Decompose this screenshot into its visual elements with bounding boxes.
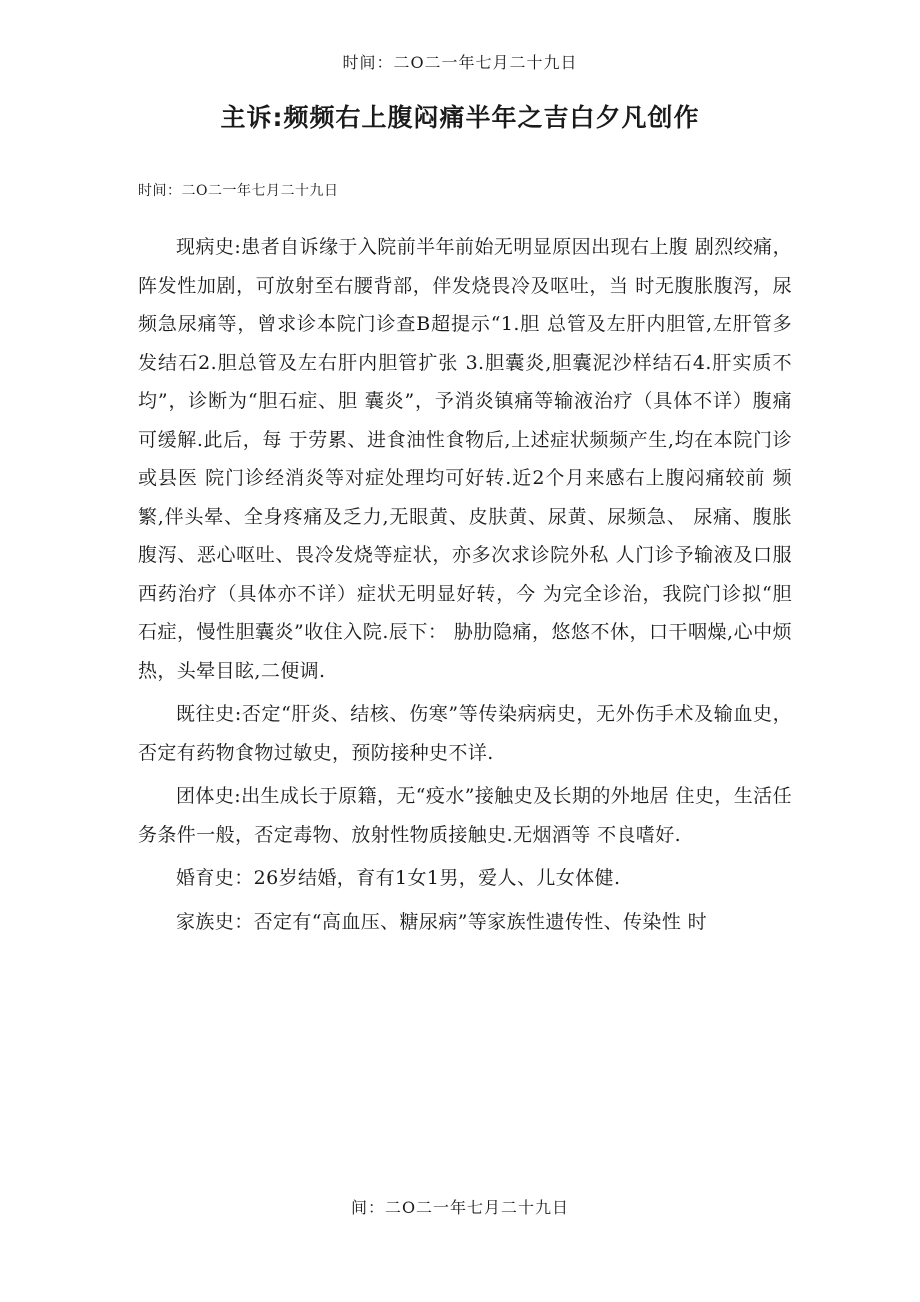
paragraph-family-history: 家族史：否定有“高血压、糖尿病”等家族性遗传性、传染性 时 [176,910,708,933]
page-header-time: 时间：二O二一年七月二十九日 [342,53,578,72]
paragraph-present-illness: 现病史:患者自诉缘于入院前半年前始无明显原因出现右上腹 剧烈绞痛，阵发性加剧，可放射至右腰背部，伴发烧畏冷及呕吐，当 时无腹胀腹泻，尿频急尿痛等，曾求诊本院门诊查B超提示“1.胆 总管及左肝内胆管,左肝管多发结石2.胆总管及左右肝内胆管扩张 3.胆囊炎,胆囊泥沙样结石4.肝实质不均”，诊断为“胆石症、胆 囊炎”，予消炎镇痛等输液治疗（具体不详）腹痛可缓解.此后，每 于劳累、进食油性食物后,上述症状频频产生,均在本院门诊或县医 院门诊经消炎等对症处理均可好转.近2个月来感右上腹闷痛较前 频繁,伴头晕、全身疼痛及乏力,无眼黄、皮肤黄、尿黄、尿频急、 尿痛、腹胀腹泻、恶心呕吐、畏冷发烧等症状，亦多次求诊院外私 人门诊予输液及口服西药治疗（具体亦不详）症状无明显好转，今 为完全诊治，我院门诊拟“胆石症，慢性胆囊炎”收住入院.辰下： 胁肋隐痛，悠悠不休，口干咽燥,心中烦热，头晕目眩,二便调. [138,236,792,682]
page-footer-time: 间：二O二一年七月二十九日 [350,1198,570,1217]
paragraph-marital-history: 婚育史：26岁结婚，育有1女1男，爱人、儿女体健. [176,867,621,889]
time-line: 时间：二O二一年七月二十九日 [138,183,339,199]
paragraph-past-history: 既往史:否定“肝炎、结核、伤寒”等传染病病史，无外伤手术及输血史，否定有药物食物过敏史，预防接种史不详. [138,703,792,764]
paragraph-personal-history: 团体史:出生成长于原籍，无“疫水”接触史及长期的外地居 住史，生活任务条件一般，否定毒物、放射性物质接触史.无烟酒等 不良嗜好. [138,785,792,846]
document-title: 主诉:频频右上腹闷痛半年之吉白夕凡创作 [220,103,700,132]
body-text [138,228,792,941]
